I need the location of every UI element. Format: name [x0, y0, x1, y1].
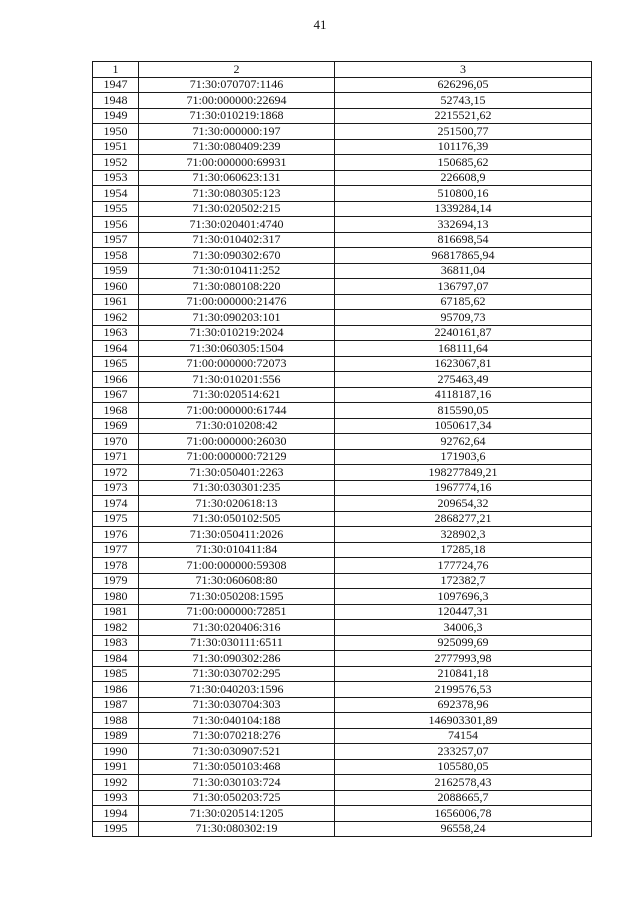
- table-row: [93, 418, 592, 434]
- cadastral-number-cell: 71:30:030103:724: [139, 775, 335, 791]
- cadastral-value-cell: 17285,18: [335, 542, 592, 558]
- cadastral-number-cell: 71:30:020502:215: [139, 201, 335, 217]
- cadastral-number-cell: 71:30:010411:252: [139, 263, 335, 279]
- table-row: [93, 728, 592, 744]
- cadastral-number-cell: 71:00:000000:61744: [139, 403, 335, 419]
- row-number-cell: 1992: [93, 775, 139, 791]
- cadastral-number-cell: 71:30:070707:1146: [139, 77, 335, 93]
- cadastral-number-cell: 71:30:030704:303: [139, 697, 335, 713]
- cadastral-value-cell: 96558,24: [335, 821, 592, 837]
- cadastral-value-cell: 171903,6: [335, 449, 592, 465]
- cadastral-value-cell: 251500,77: [335, 124, 592, 140]
- row-number-cell: 1981: [93, 604, 139, 620]
- cadastral-number-cell: 71:30:080305:123: [139, 186, 335, 202]
- cadastral-value-cell: 67185,62: [335, 294, 592, 310]
- table-row: [93, 449, 592, 465]
- cadastral-number-cell: 71:30:050203:725: [139, 790, 335, 806]
- cadastral-number-cell: 71:30:010402:317: [139, 232, 335, 248]
- table-row: [93, 697, 592, 713]
- table-row: [93, 77, 592, 93]
- cadastral-value-cell: 210841,18: [335, 666, 592, 682]
- row-number-cell: 1951: [93, 139, 139, 155]
- table-row: [93, 170, 592, 186]
- cadastral-value-cell: 925099,69: [335, 635, 592, 651]
- table-row: [93, 232, 592, 248]
- cadastral-number-cell: 71:30:010219:2024: [139, 325, 335, 341]
- row-number-cell: 1987: [93, 697, 139, 713]
- row-number-cell: 1954: [93, 186, 139, 202]
- table-row: [93, 527, 592, 543]
- table-row: [93, 108, 592, 124]
- table-row: [93, 403, 592, 419]
- table-row: [93, 682, 592, 698]
- cadastral-number-cell: 71:30:080302:19: [139, 821, 335, 837]
- cadastral-number-cell: 71:30:000000:197: [139, 124, 335, 140]
- cadastral-number-cell: 71:30:050103:468: [139, 759, 335, 775]
- row-number-cell: 1965: [93, 356, 139, 372]
- table-row: [93, 155, 592, 171]
- cadastral-value-cell: 816698,54: [335, 232, 592, 248]
- cadastral-value-cell: 1339284,14: [335, 201, 592, 217]
- row-number-cell: 1968: [93, 403, 139, 419]
- cadastral-number-cell: 71:30:060305:1504: [139, 341, 335, 357]
- row-number-cell: 1952: [93, 155, 139, 171]
- table-row: [93, 480, 592, 496]
- cadastral-number-cell: 71:30:020514:621: [139, 387, 335, 403]
- table-row: [93, 775, 592, 791]
- cadastral-value-cell: 692378,96: [335, 697, 592, 713]
- row-number-cell: 1950: [93, 124, 139, 140]
- row-number-cell: 1995: [93, 821, 139, 837]
- table-row: [93, 434, 592, 450]
- table-row: [93, 139, 592, 155]
- row-number-cell: 1974: [93, 496, 139, 512]
- table-row: [93, 604, 592, 620]
- cadastral-number-cell: 71:30:010201:556: [139, 372, 335, 388]
- row-number-cell: 1978: [93, 558, 139, 574]
- cadastral-value-cell: 2088665,7: [335, 790, 592, 806]
- cadastral-value-cell: 226608,9: [335, 170, 592, 186]
- cadastral-number-cell: 71:30:040104:188: [139, 713, 335, 729]
- cadastral-value-cell: 136797,07: [335, 279, 592, 295]
- row-number-cell: 1990: [93, 744, 139, 760]
- cadastral-value-cell: 74154: [335, 728, 592, 744]
- row-number-cell: 1994: [93, 806, 139, 822]
- cadastral-number-cell: 71:30:090203:101: [139, 310, 335, 326]
- cadastral-value-cell: 209654,32: [335, 496, 592, 512]
- cadastral-value-cell: 275463,49: [335, 372, 592, 388]
- cadastral-number-cell: 71:00:000000:26030: [139, 434, 335, 450]
- cadastral-value-cell: 2215521,62: [335, 108, 592, 124]
- cadastral-value-cell: 2199576,53: [335, 682, 592, 698]
- cadastral-number-cell: 71:00:000000:72129: [139, 449, 335, 465]
- row-number-cell: 1985: [93, 666, 139, 682]
- table-row: [93, 790, 592, 806]
- table-row: [93, 759, 592, 775]
- cadastral-number-cell: 71:00:000000:72851: [139, 604, 335, 620]
- table-row: [93, 589, 592, 605]
- cadastral-number-cell: 71:30:090302:286: [139, 651, 335, 667]
- cadastral-number-cell: 71:30:080409:239: [139, 139, 335, 155]
- cadastral-value-cell: 172382,7: [335, 573, 592, 589]
- row-number-cell: 1973: [93, 480, 139, 496]
- cadastral-value-cell: 101176,39: [335, 139, 592, 155]
- cadastral-value-cell: 2162578,43: [335, 775, 592, 791]
- cadastral-value-cell: 1656006,78: [335, 806, 592, 822]
- cadastral-number-cell: 71:30:010411:84: [139, 542, 335, 558]
- cadastral-value-cell: 1967774,16: [335, 480, 592, 496]
- cadastral-number-cell: 71:30:050411:2026: [139, 527, 335, 543]
- row-number-cell: 1971: [93, 449, 139, 465]
- table-row: [93, 217, 592, 233]
- table-row: [93, 263, 592, 279]
- cadastral-value-cell: 150685,62: [335, 155, 592, 171]
- row-number-cell: 1972: [93, 465, 139, 481]
- cadastral-number-cell: 71:30:050208:1595: [139, 589, 335, 605]
- row-number-cell: 1969: [93, 418, 139, 434]
- cadastral-value-cell: 146903301,89: [335, 713, 592, 729]
- cadastral-number-cell: 71:30:020618:13: [139, 496, 335, 512]
- row-number-cell: 1960: [93, 279, 139, 295]
- cadastral-value-cell: 510800,16: [335, 186, 592, 202]
- cadastral-value-cell: 52743,15: [335, 93, 592, 109]
- row-number-cell: 1993: [93, 790, 139, 806]
- cadastral-value-cell: 2777993,98: [335, 651, 592, 667]
- row-number-cell: 1963: [93, 325, 139, 341]
- table-row: [93, 635, 592, 651]
- table-row: [93, 744, 592, 760]
- table-row: [93, 279, 592, 295]
- row-number-cell: 1980: [93, 589, 139, 605]
- row-number-cell: 1988: [93, 713, 139, 729]
- row-number-cell: 1977: [93, 542, 139, 558]
- cadastral-number-cell: 71:00:000000:22694: [139, 93, 335, 109]
- table-row: [93, 341, 592, 357]
- row-number-cell: 1967: [93, 387, 139, 403]
- row-number-cell: 1948: [93, 93, 139, 109]
- row-number-cell: 1961: [93, 294, 139, 310]
- table-row: [93, 310, 592, 326]
- cadastral-value-cell: 328902,3: [335, 527, 592, 543]
- cadastral-number-cell: 71:30:030111:6511: [139, 635, 335, 651]
- row-number-cell: 1970: [93, 434, 139, 450]
- table-row: [93, 186, 592, 202]
- table-row: [93, 511, 592, 527]
- header-col-1: 1: [93, 62, 139, 78]
- cadastral-value-cell: 2868277,21: [335, 511, 592, 527]
- table-row: [93, 201, 592, 217]
- cadastral-value-cell: 168111,64: [335, 341, 592, 357]
- row-number-cell: 1962: [93, 310, 139, 326]
- row-number-cell: 1984: [93, 651, 139, 667]
- cadastral-value-cell: 177724,76: [335, 558, 592, 574]
- cadastral-value-cell: 95709,73: [335, 310, 592, 326]
- cadastral-number-cell: 71:30:090302:670: [139, 248, 335, 264]
- table-row: [93, 666, 592, 682]
- table-row: [93, 294, 592, 310]
- header-row: [93, 62, 592, 78]
- table-row: [93, 821, 592, 837]
- cadastral-value-cell: 36811,04: [335, 263, 592, 279]
- table-row: [93, 124, 592, 140]
- cadastral-number-cell: 71:30:010208:42: [139, 418, 335, 434]
- cadastral-number-cell: 71:30:080108:220: [139, 279, 335, 295]
- cadastral-value-cell: 1623067,81: [335, 356, 592, 372]
- row-number-cell: 1956: [93, 217, 139, 233]
- cadastral-number-cell: 71:30:020401:4740: [139, 217, 335, 233]
- cadastral-value-cell: 233257,07: [335, 744, 592, 760]
- row-number-cell: 1959: [93, 263, 139, 279]
- cadastral-value-cell: 92762,64: [335, 434, 592, 450]
- cadastral-value-cell: 4118187,16: [335, 387, 592, 403]
- cadastral-number-cell: 71:30:040203:1596: [139, 682, 335, 698]
- row-number-cell: 1957: [93, 232, 139, 248]
- table-row: [93, 248, 592, 264]
- cadastral-number-cell: 71:30:050401:2263: [139, 465, 335, 481]
- cadastral-number-cell: 71:00:000000:72073: [139, 356, 335, 372]
- table-body: [93, 77, 592, 837]
- row-number-cell: 1947: [93, 77, 139, 93]
- row-number-cell: 1982: [93, 620, 139, 636]
- cadastral-value-cell: 626296,05: [335, 77, 592, 93]
- cadastral-number-cell: 71:30:060623:131: [139, 170, 335, 186]
- cadastral-value-cell: 1050617,34: [335, 418, 592, 434]
- row-number-cell: 1975: [93, 511, 139, 527]
- table-row: [93, 651, 592, 667]
- table-row: [93, 356, 592, 372]
- row-number-cell: 1986: [93, 682, 139, 698]
- cadastral-value-table: [92, 61, 592, 837]
- table-row: [93, 620, 592, 636]
- table-row: [93, 496, 592, 512]
- row-number-cell: 1983: [93, 635, 139, 651]
- table-row: [93, 542, 592, 558]
- cadastral-value-cell: 198277849,21: [335, 465, 592, 481]
- cadastral-number-cell: 71:30:020514:1205: [139, 806, 335, 822]
- row-number-cell: 1991: [93, 759, 139, 775]
- table-row: [93, 713, 592, 729]
- cadastral-value-cell: 105580,05: [335, 759, 592, 775]
- table-row: [93, 325, 592, 341]
- row-number-cell: 1953: [93, 170, 139, 186]
- cadastral-number-cell: 71:00:000000:21476: [139, 294, 335, 310]
- row-number-cell: 1958: [93, 248, 139, 264]
- page-number: 41: [313, 17, 327, 32]
- cadastral-number-cell: 71:30:070218:276: [139, 728, 335, 744]
- cadastral-number-cell: 71:00:000000:69931: [139, 155, 335, 171]
- cadastral-value-cell: 120447,31: [335, 604, 592, 620]
- table-row: [93, 465, 592, 481]
- table-row: [93, 93, 592, 109]
- cadastral-value-cell: 2240161,87: [335, 325, 592, 341]
- cadastral-number-cell: 71:30:030301:235: [139, 480, 335, 496]
- header-col-2: 2: [139, 62, 335, 78]
- row-number-cell: 1966: [93, 372, 139, 388]
- row-number-cell: 1955: [93, 201, 139, 217]
- cadastral-number-cell: 71:30:020406:316: [139, 620, 335, 636]
- row-number-cell: 1979: [93, 573, 139, 589]
- table-row: [93, 387, 592, 403]
- row-number-cell: 1949: [93, 108, 139, 124]
- cadastral-number-cell: 71:30:060608:80: [139, 573, 335, 589]
- row-number-cell: 1976: [93, 527, 139, 543]
- cadastral-value-cell: 1097696,3: [335, 589, 592, 605]
- table-header: [93, 62, 592, 78]
- table-row: [93, 806, 592, 822]
- cadastral-number-cell: 71:30:030702:295: [139, 666, 335, 682]
- cadastral-value-cell: 34006,3: [335, 620, 592, 636]
- cadastral-number-cell: 71:30:030907:521: [139, 744, 335, 760]
- cadastral-value-cell: 96817865,94: [335, 248, 592, 264]
- cadastral-value-cell: 332694,13: [335, 217, 592, 233]
- row-number-cell: 1989: [93, 728, 139, 744]
- table-row: [93, 573, 592, 589]
- cadastral-number-cell: 71:00:000000:59308: [139, 558, 335, 574]
- cadastral-number-cell: 71:30:050102:505: [139, 511, 335, 527]
- cadastral-number-cell: 71:30:010219:1868: [139, 108, 335, 124]
- row-number-cell: 1964: [93, 341, 139, 357]
- header-col-3: 3: [335, 62, 592, 78]
- table-row: [93, 372, 592, 388]
- table-row: [93, 558, 592, 574]
- cadastral-value-cell: 815590,05: [335, 403, 592, 419]
